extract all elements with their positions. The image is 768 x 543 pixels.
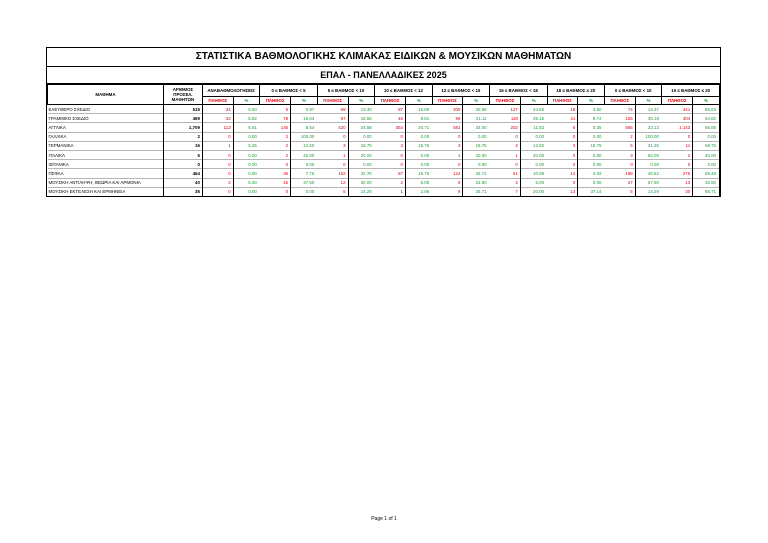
percent-cell: 3.50	[578, 105, 605, 114]
subject-cell: ΜΟΥΣΙΚΗ ΕΚΤΕΛΕΣΗ ΚΑΙ ΕΡΜΗΝΕΙΑ	[48, 187, 164, 196]
group-header: 5 ≤ ΒΑΘΜΟΣ < 10	[317, 85, 374, 97]
count-cell: 99	[432, 114, 463, 123]
count-cell: 0	[490, 132, 521, 141]
students-header: ΑΡΙΘΜΟΣ ΠΡΟΣΕΛ. ΜΑΘΗΤΩΝ	[163, 85, 202, 105]
percent-cell: 5.00	[520, 178, 547, 187]
count-cell: 27	[604, 178, 635, 187]
percent-cell: 20.00	[348, 150, 375, 159]
subject-cell: ΕΛΕΥΘΕΡΟ ΣΧΕΔΙΟ	[48, 105, 164, 114]
subject-header: ΜΑΘΗΜΑ	[48, 85, 164, 105]
table-row	[48, 160, 720, 169]
count-cell: 152	[317, 169, 348, 178]
students-cell: 2	[163, 132, 202, 141]
count-cell: 0	[202, 169, 233, 178]
table-row	[48, 169, 720, 178]
percent-cell: 0.00	[578, 150, 605, 159]
count-cell: 146	[260, 123, 291, 132]
percent-cell: 3.02	[578, 169, 605, 178]
count-cell: 165	[604, 114, 635, 123]
percent-cell: 0.00	[233, 169, 260, 178]
percent-subheader: %	[348, 97, 375, 105]
percent-subheader: %	[463, 97, 490, 105]
percent-cell: 0.00	[233, 187, 260, 196]
percent-cell: 100.00	[291, 132, 318, 141]
count-cell: 2	[260, 132, 291, 141]
percent-cell: 0.00	[578, 132, 605, 141]
percent-cell: 37.50	[291, 178, 318, 187]
count-cell: 0	[317, 132, 348, 141]
count-subheader: ΠΛΗΘΟΣ	[490, 97, 521, 105]
percent-cell: 0.00	[233, 150, 260, 159]
count-cell: 87	[375, 169, 406, 178]
count-cell: 0	[375, 150, 406, 159]
percent-cell: 8.54	[291, 123, 318, 132]
percent-cell: 0.00	[291, 160, 318, 169]
count-cell: 5	[260, 105, 291, 114]
students-cell: 0	[163, 160, 202, 169]
percent-cell: 21.11	[463, 114, 490, 123]
percent-cell: 16.89	[405, 105, 432, 114]
count-cell: 127	[490, 105, 521, 114]
count-cell: 0	[260, 160, 291, 169]
percent-cell: 85.71	[693, 187, 720, 196]
percent-cell: 24.58	[348, 123, 375, 132]
count-cell: 0	[202, 132, 233, 141]
subject-cell: ΓΡΑΜΜΙΚΟ ΣΧΕΔΙΟ	[48, 114, 164, 123]
percent-cell: 18.75	[405, 169, 432, 178]
percent-cell: 6.82	[233, 114, 260, 123]
percent-cell: 2.86	[405, 187, 432, 196]
percent-cell: 7.76	[291, 169, 318, 178]
percent-cell: 12.50	[291, 141, 318, 150]
percent-cell: 32.76	[348, 169, 375, 178]
count-cell: 420	[317, 123, 348, 132]
percent-cell: 11.82	[520, 123, 547, 132]
page-footer: Page 1 of 1	[371, 516, 397, 522]
table-row	[48, 141, 720, 150]
percent-cell: 14.37	[635, 105, 662, 114]
count-cell: 3	[604, 150, 635, 159]
percent-cell: 10.99	[520, 169, 547, 178]
count-cell: 0	[662, 132, 693, 141]
count-cell: 9	[432, 178, 463, 187]
percent-cell: 0.00	[520, 160, 547, 169]
percent-cell: 35.18	[635, 114, 662, 123]
percent-subheader: %	[291, 97, 318, 105]
percent-cell: 5.00	[405, 178, 432, 187]
percent-cell: 18.75	[463, 141, 490, 150]
percent-cell: 6.60	[233, 105, 260, 114]
percent-cell: 18.75	[405, 141, 432, 150]
percent-cell: 0.97	[291, 105, 318, 114]
percent-cell: 0.00	[578, 178, 605, 187]
percent-cell: 26.72	[463, 169, 490, 178]
statistics-sheet	[46, 47, 721, 197]
percent-cell: 60.00	[635, 150, 662, 159]
count-cell: 581	[432, 123, 463, 132]
count-cell: 202	[490, 123, 521, 132]
count-cell: 11	[662, 141, 693, 150]
count-cell: 3	[547, 141, 578, 150]
percent-cell: 40.52	[635, 169, 662, 178]
students-cell: 464	[163, 169, 202, 178]
percent-cell: 6.61	[233, 123, 260, 132]
count-cell: 9	[432, 187, 463, 196]
count-cell: 113	[202, 123, 233, 132]
percent-cell: 0.35	[578, 123, 605, 132]
percent-cell: 30.00	[348, 178, 375, 187]
percent-cell: 0.00	[578, 160, 605, 169]
count-cell: 354	[375, 123, 406, 132]
count-cell: 34	[202, 105, 233, 114]
percent-cell: 0.00	[233, 132, 260, 141]
percent-cell: 85.63	[693, 105, 720, 114]
count-cell: 41	[547, 114, 578, 123]
count-cell: 0	[202, 187, 233, 196]
sheet-title: ΣΤΑΤΙΣΤΙΚΑ ΒΑΘΜΟΛΟΓΙΚΗΣ ΚΛΙΜΑΚΑΣ ΕΙΔΙΚΩΝ & ΜΟΥΣΙΚΩΝ ΜΑΘΗΜΑΤΩΝ	[47, 48, 720, 67]
subject-cell: ΜΟΥΣΙΚΗ ΑΝΤΙΛΗΨΗ, ΘΕΩΡΙΑ ΚΑΙ ΑΡΜΟΝΙΑ	[48, 178, 164, 187]
count-cell: 124	[432, 169, 463, 178]
count-cell: 13	[547, 187, 578, 196]
percent-cell: 0.00	[693, 132, 720, 141]
count-subheader: ΠΛΗΘΟΣ	[202, 97, 233, 105]
group-header: 10 ≤ ΒΑΘΜΟΣ ≤ 20	[662, 85, 720, 97]
count-cell: 209	[432, 105, 463, 114]
count-cell: 304	[662, 114, 693, 123]
grades-table	[47, 84, 720, 196]
count-subheader: ΠΛΗΘΟΣ	[662, 97, 693, 105]
count-cell: 5	[317, 187, 348, 196]
count-cell: 6	[547, 123, 578, 132]
percent-cell: 40.00	[291, 150, 318, 159]
count-cell: 2	[490, 141, 521, 150]
count-cell: 3	[317, 141, 348, 150]
percent-cell: 67.50	[635, 178, 662, 187]
group-header: 18 ≤ ΒΑΘΜΟΣ ≤ 20	[547, 85, 604, 97]
count-cell: 1	[490, 150, 521, 159]
percent-cell: 18.75	[578, 141, 605, 150]
count-subheader: ΠΛΗΘΟΣ	[375, 97, 406, 105]
count-cell: 2	[260, 141, 291, 150]
percent-cell: 66.88	[693, 123, 720, 132]
count-cell: 14	[547, 169, 578, 178]
count-cell: 2	[490, 178, 521, 187]
percent-cell: 18.75	[348, 141, 375, 150]
group-header: ΑΝΑΒΑΘΜΟΛΟΓΗΣΕΙΣ	[202, 85, 259, 97]
table-row	[48, 178, 720, 187]
table-row	[48, 187, 720, 196]
table-row	[48, 105, 720, 114]
count-cell: 0	[260, 187, 291, 196]
count-cell: 118	[490, 114, 521, 123]
table-row	[48, 150, 720, 159]
count-cell: 0	[202, 160, 233, 169]
percent-subheader: %	[578, 97, 605, 105]
percent-subheader: %	[635, 97, 662, 105]
count-cell: 1,143	[662, 123, 693, 132]
count-cell: 2	[202, 178, 233, 187]
percent-cell: 31.25	[635, 141, 662, 150]
percent-cell: 14.29	[635, 187, 662, 196]
percent-cell: 0.00	[693, 160, 720, 169]
count-cell: 87	[375, 105, 406, 114]
group-header: 0 ≤ ΒΑΘΜΟΣ < 10	[604, 85, 661, 97]
percent-cell: 0.00	[348, 132, 375, 141]
count-cell: 0	[547, 132, 578, 141]
count-cell: 69	[317, 105, 348, 114]
count-subheader: ΠΛΗΘΟΣ	[432, 97, 463, 105]
students-cell: 515	[163, 105, 202, 114]
subject-cell: ΙΤΑΛΙΚΑ	[48, 150, 164, 159]
percent-cell: 40.00	[693, 150, 720, 159]
percent-cell: 22.50	[463, 178, 490, 187]
count-cell: 87	[317, 114, 348, 123]
group-header: 12 ≤ ΒΑΘΜΟΣ < 15	[432, 85, 489, 97]
students-cell: 35	[163, 187, 202, 196]
percent-cell: 0.00	[233, 160, 260, 169]
count-cell: 188	[604, 169, 635, 178]
count-cell: 2	[260, 150, 291, 159]
percent-cell: 0.00	[291, 187, 318, 196]
count-cell: 441	[662, 105, 693, 114]
percent-cell: 20.00	[520, 150, 547, 159]
percent-cell: 0.00	[520, 132, 547, 141]
table-row	[48, 114, 720, 123]
students-cell: 40	[163, 178, 202, 187]
percent-cell: 25.16	[520, 114, 547, 123]
count-cell: 1	[317, 150, 348, 159]
count-cell: 3	[432, 141, 463, 150]
students-cell: 469	[163, 114, 202, 123]
count-cell: 2	[662, 150, 693, 159]
students-cell: 5	[163, 150, 202, 159]
subject-cell: ΠΣΦΑΑ	[48, 169, 164, 178]
percent-cell: 0.00	[635, 160, 662, 169]
group-header: 15 ≤ ΒΑΘΜΟΣ < 18	[490, 85, 547, 97]
count-cell: 0	[547, 160, 578, 169]
count-cell: 18	[547, 105, 578, 114]
count-cell: 276	[662, 169, 693, 178]
count-subheader: ΠΛΗΘΟΣ	[317, 97, 348, 105]
percent-cell: 37.14	[578, 187, 605, 196]
count-cell: 15	[260, 178, 291, 187]
count-cell: 0	[432, 132, 463, 141]
count-cell: 2	[604, 132, 635, 141]
count-cell: 0	[547, 178, 578, 187]
count-cell: 2	[375, 178, 406, 187]
group-header: 10 ≤ ΒΑΘΜΟΣ < 12	[375, 85, 432, 97]
subject-cell: ΑΓΓΛΙΚΑ	[48, 123, 164, 132]
percent-cell: 6.25	[233, 141, 260, 150]
percent-cell: 5.00	[233, 178, 260, 187]
count-cell: 32	[202, 114, 233, 123]
table-row	[48, 132, 720, 141]
count-cell: 0	[375, 132, 406, 141]
percent-cell: 0.00	[463, 160, 490, 169]
count-cell: 0	[547, 150, 578, 159]
percent-cell: 16.63	[291, 114, 318, 123]
table-row	[48, 123, 720, 132]
count-cell: 74	[604, 105, 635, 114]
percent-cell: 8.74	[578, 114, 605, 123]
percent-cell: 20.71	[405, 123, 432, 132]
count-cell: 566	[604, 123, 635, 132]
percent-subheader: %	[693, 97, 720, 105]
group-header: 0 ≤ ΒΑΘΜΟΣ < 5	[260, 85, 317, 97]
count-cell: 12	[317, 178, 348, 187]
count-cell: 0	[317, 160, 348, 169]
count-cell: 13	[662, 178, 693, 187]
count-cell: 7	[490, 187, 521, 196]
count-cell: 1	[432, 150, 463, 159]
count-cell: 51	[490, 169, 521, 178]
count-cell: 30	[662, 187, 693, 196]
count-cell: 1	[375, 187, 406, 196]
percent-cell: 64.82	[693, 114, 720, 123]
percent-subheader: %	[520, 97, 547, 105]
count-cell: 36	[260, 169, 291, 178]
percent-cell: 0.00	[405, 150, 432, 159]
percent-cell: 24.66	[520, 105, 547, 114]
percent-cell: 59.48	[693, 169, 720, 178]
subject-cell: ΓΕΡΜΑΝΙΚΑ	[48, 141, 164, 150]
percent-cell: 13.40	[348, 105, 375, 114]
percent-cell: 9.81	[405, 114, 432, 123]
percent-cell: 18.55	[348, 114, 375, 123]
percent-cell: 0.00	[348, 160, 375, 169]
count-subheader: ΠΛΗΘΟΣ	[547, 97, 578, 105]
percent-cell: 20.00	[463, 150, 490, 159]
count-cell: 5	[604, 187, 635, 196]
count-cell: 0	[432, 160, 463, 169]
percent-cell: 33.12	[635, 123, 662, 132]
count-cell: 0	[604, 160, 635, 169]
sheet-subtitle: ΕΠΑΛ - ΠΑΝΕΛΛΑΔΙΚΕΣ 2025	[47, 67, 720, 84]
subject-cell: ΓΑΛΛΙΚΑ	[48, 132, 164, 141]
students-cell: 1,709	[163, 123, 202, 132]
percent-cell: 0.00	[463, 132, 490, 141]
count-cell: 78	[260, 114, 291, 123]
percent-cell: 14.29	[348, 187, 375, 196]
percent-cell: 0.00	[405, 160, 432, 169]
percent-subheader: %	[233, 97, 260, 105]
percent-cell: 12.50	[520, 141, 547, 150]
count-cell: 5	[604, 141, 635, 150]
count-subheader: ΠΛΗΘΟΣ	[260, 97, 291, 105]
count-cell: 3	[375, 141, 406, 150]
percent-cell: 100.00	[635, 132, 662, 141]
percent-cell: 32.50	[693, 178, 720, 187]
count-cell: 0	[662, 160, 693, 169]
count-cell: 1	[202, 141, 233, 150]
percent-subheader: %	[405, 97, 432, 105]
percent-cell: 25.71	[463, 187, 490, 196]
count-cell: 0	[202, 150, 233, 159]
subject-cell: ΙΣΠΑΝΙΚΑ	[48, 160, 164, 169]
percent-cell: 0.00	[405, 132, 432, 141]
students-cell: 16	[163, 141, 202, 150]
percent-cell: 68.75	[693, 141, 720, 150]
percent-cell: 40.58	[463, 105, 490, 114]
percent-cell: 34.00	[463, 123, 490, 132]
count-cell: 46	[375, 114, 406, 123]
count-cell: 0	[490, 160, 521, 169]
count-subheader: ΠΛΗΘΟΣ	[604, 97, 635, 105]
count-cell: 0	[375, 160, 406, 169]
percent-cell: 20.00	[520, 187, 547, 196]
